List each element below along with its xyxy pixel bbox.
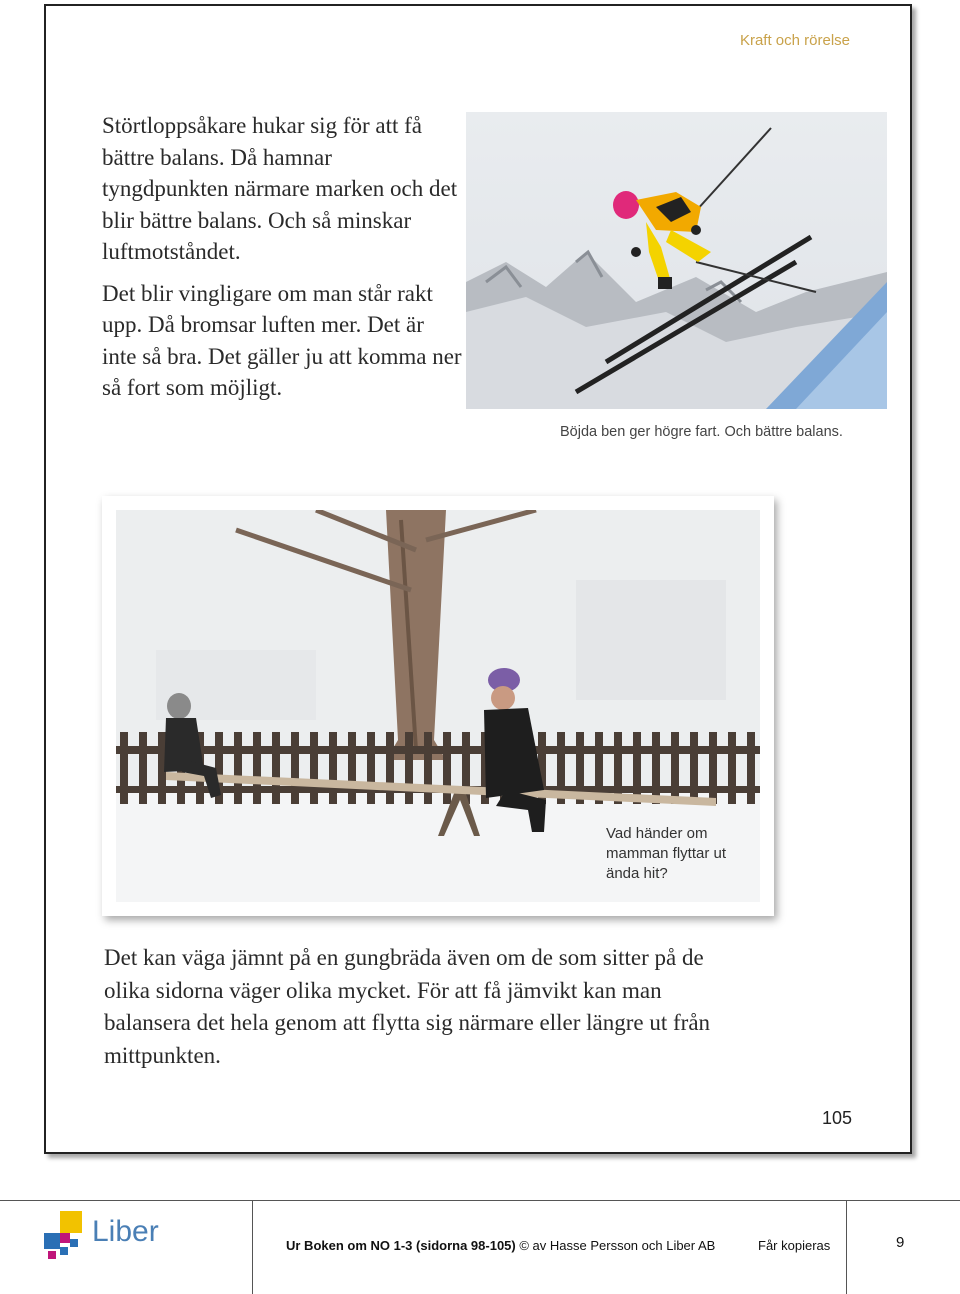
intro-text: [102, 110, 462, 414]
credit-author: © av Hasse Persson och Liber AB: [515, 1238, 716, 1253]
seesaw-photo-frame: [102, 496, 774, 916]
intro-paragraph-2: Det blir vingligare om man står rakt upp. Då bromsar luften mer. Det är inte så bra. Det gäller ju att komma ner så fort som möjligt.: [102, 280, 462, 400]
footer-divider: [846, 1201, 847, 1294]
footer-divider: [252, 1201, 253, 1294]
seesaw-caption: Vad händer om mamman flyttar ut ända hit?: [606, 825, 727, 882]
sheet-number: 9: [896, 1234, 905, 1251]
logo-wordmark: Liber: [92, 1215, 159, 1248]
skier-photo: [466, 112, 887, 409]
running-head: Kraft och rörelse: [739, 32, 850, 49]
intro-paragraph-1: Störtloppsåkare hukar sig för att få bättre balans. Då hamnar tyngdpunkten närmare marken och det blir bättre balans. Och så minskar luftmotståndet.: [102, 113, 458, 264]
skier-caption: Böjda ben ger högre fart. Och bättre balans.: [560, 424, 843, 440]
book-page: [44, 4, 912, 1154]
body-paragraph: Det kan väga jämnt på en gungbräda även om de som sitter på de olika sidorna väger olika mycket. För att få jämvikt kan man balansera det hela genom att flytta sig närmare eller längre ut från mittpunkten.: [104, 945, 711, 1068]
footer: [0, 1200, 960, 1294]
credit-source: Ur Boken om NO 1-3 (sidorna 98-105): [286, 1238, 516, 1253]
page-number: 105: [821, 1108, 852, 1128]
footer-credit: [286, 1238, 715, 1253]
copy-permission: Får kopieras: [758, 1238, 831, 1253]
